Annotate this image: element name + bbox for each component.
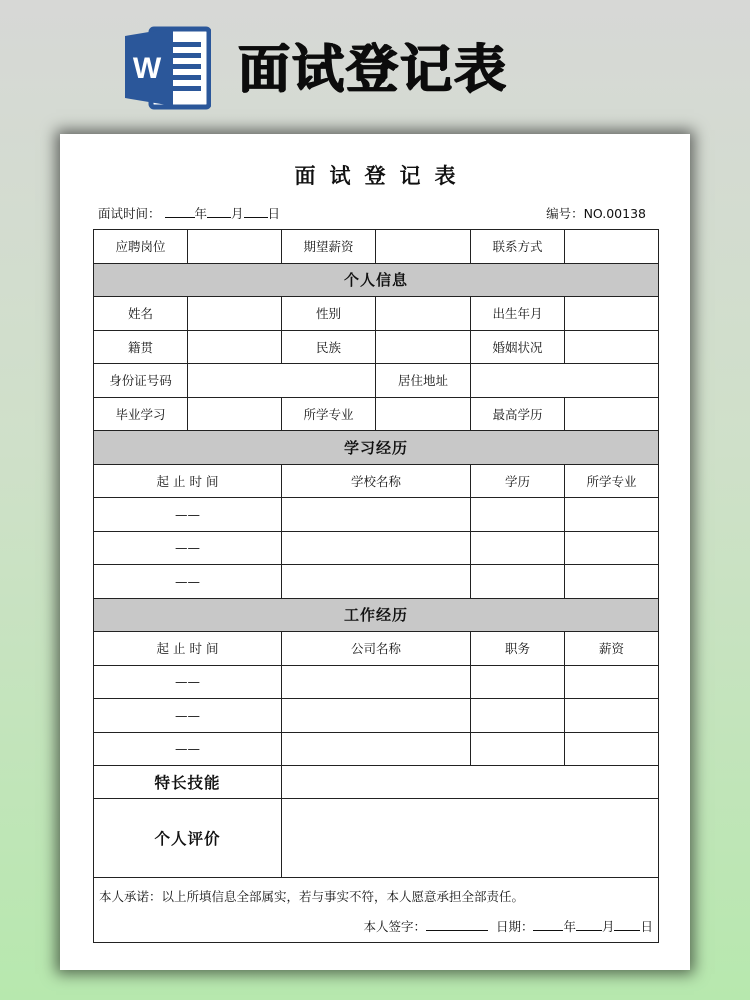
- edu-major-field[interactable]: [565, 498, 659, 532]
- sign-month-blank[interactable]: [576, 918, 602, 931]
- word-document-icon: [125, 24, 211, 110]
- sign-year-label: 年: [563, 919, 576, 934]
- table-row: [94, 498, 659, 532]
- month-label: 月: [231, 206, 244, 221]
- gender-label: 性别: [282, 297, 376, 331]
- edu-period-field[interactable]: ——: [94, 565, 282, 599]
- skills-field[interactable]: [282, 766, 659, 799]
- degree-header: 学历: [471, 464, 565, 498]
- table-row: [94, 878, 659, 943]
- table-row: [94, 397, 659, 431]
- table-row: [94, 330, 659, 364]
- salary-header: 薪资: [565, 632, 659, 666]
- word-icon-letter: W: [132, 52, 162, 85]
- school-name-field[interactable]: [282, 531, 471, 565]
- job-title-field[interactable]: [471, 665, 565, 699]
- id-number-field[interactable]: [188, 364, 376, 398]
- salary-field[interactable]: [565, 732, 659, 766]
- highest-degree-field[interactable]: [565, 397, 659, 431]
- highest-degree-label: 最高学历: [471, 397, 565, 431]
- marital-status-field[interactable]: [565, 330, 659, 364]
- edu-major-field[interactable]: [565, 531, 659, 565]
- document-title: 面试登记表: [294, 164, 470, 188]
- edu-period-field[interactable]: ——: [94, 531, 282, 565]
- table-row: [94, 565, 659, 599]
- edu-period-field[interactable]: ——: [94, 498, 282, 532]
- table-row: [94, 665, 659, 699]
- table-row: [94, 297, 659, 331]
- sign-date-label: 日期：: [495, 919, 534, 934]
- native-place-field[interactable]: [188, 330, 282, 364]
- job-title-field[interactable]: [471, 699, 565, 733]
- self-evaluation-label: 个人评价: [94, 799, 282, 878]
- work-period-field[interactable]: ——: [94, 699, 282, 733]
- sign-year-blank[interactable]: [533, 918, 563, 931]
- number-value: NO.00138: [583, 206, 646, 221]
- degree-field[interactable]: [471, 498, 565, 532]
- major-label: 所学专业: [282, 397, 376, 431]
- name-field[interactable]: [188, 297, 282, 331]
- document-page: [60, 134, 690, 970]
- salary-field[interactable]: [565, 699, 659, 733]
- birth-date-label: 出生年月: [471, 297, 565, 331]
- school-name-field[interactable]: [282, 565, 471, 599]
- skills-label: 特长技能: [94, 766, 282, 799]
- work-period-field[interactable]: ——: [94, 665, 282, 699]
- contact-field[interactable]: [565, 230, 659, 264]
- school-name-field[interactable]: [282, 498, 471, 532]
- address-label: 居住地址: [376, 364, 471, 398]
- salary-field[interactable]: [565, 665, 659, 699]
- table-row: [94, 364, 659, 398]
- company-name-field[interactable]: [282, 665, 471, 699]
- edu-major-header: 所学专业: [565, 464, 659, 498]
- day-blank[interactable]: [244, 205, 268, 218]
- job-title-field[interactable]: [471, 732, 565, 766]
- ethnicity-label: 民族: [282, 330, 376, 364]
- year-blank[interactable]: [165, 205, 195, 218]
- native-place-label: 籍贯: [94, 330, 188, 364]
- table-row: [94, 766, 659, 799]
- signature-label: 本人签字：: [363, 919, 426, 934]
- position-label: 应聘岗位: [94, 230, 188, 264]
- graduated-school-label: 毕业学习: [94, 397, 188, 431]
- document-number: [546, 204, 646, 222]
- company-name-header: 公司名称: [282, 632, 471, 666]
- table-row: [94, 230, 659, 264]
- degree-field[interactable]: [471, 565, 565, 599]
- pledge-cell: [94, 878, 659, 943]
- table-row: [94, 799, 659, 878]
- address-field[interactable]: [471, 364, 659, 398]
- contact-label: 联系方式: [471, 230, 565, 264]
- birth-date-field[interactable]: [565, 297, 659, 331]
- gender-field[interactable]: [376, 297, 471, 331]
- expected-salary-label: 期望薪资: [282, 230, 376, 264]
- page-header: [125, 24, 585, 114]
- degree-field[interactable]: [471, 531, 565, 565]
- personal-info-section: 个人信息: [94, 263, 659, 297]
- month-blank[interactable]: [207, 205, 231, 218]
- number-label: 编号：: [546, 206, 584, 221]
- company-name-field[interactable]: [282, 699, 471, 733]
- work-experience-section: 工作经历: [94, 598, 659, 632]
- graduated-school-field[interactable]: [188, 397, 282, 431]
- interview-date-line: [98, 204, 280, 222]
- table-row: [94, 632, 659, 666]
- id-number-label: 身份证号码: [94, 364, 188, 398]
- year-label: 年: [194, 206, 208, 221]
- edu-major-field[interactable]: [565, 565, 659, 599]
- edu-period-header: 起 止 时 间: [94, 464, 282, 498]
- major-field[interactable]: [376, 397, 471, 431]
- job-title-header: 职务: [471, 632, 565, 666]
- pledge-text: 本人承诺：以上所填信息全部属实，若与事实不符，本人愿意承担全部责任。: [99, 889, 525, 904]
- table-row: [94, 464, 659, 498]
- company-name-field[interactable]: [282, 732, 471, 766]
- work-period-field[interactable]: ——: [94, 732, 282, 766]
- table-row: [94, 263, 659, 297]
- school-name-header: 学校名称: [282, 464, 471, 498]
- day-label: 日: [267, 206, 281, 221]
- ethnicity-field[interactable]: [376, 330, 471, 364]
- table-row: [94, 598, 659, 632]
- expected-salary-field[interactable]: [376, 230, 471, 264]
- education-section: 学习经历: [94, 431, 659, 465]
- header-title: 面试登记表: [238, 40, 509, 100]
- table-row: [94, 531, 659, 565]
- sign-day-blank[interactable]: [614, 918, 640, 931]
- signature-line: [363, 917, 653, 935]
- table-row: [94, 431, 659, 465]
- table-row: [94, 699, 659, 733]
- table-row: [94, 732, 659, 766]
- self-evaluation-field[interactable]: [282, 799, 659, 878]
- sign-month-label: 月: [601, 919, 615, 934]
- marital-status-label: 婚姻状况: [471, 330, 565, 364]
- name-label: 姓名: [94, 297, 188, 331]
- signature-blank[interactable]: [426, 918, 488, 931]
- sign-day-label: 日: [640, 919, 653, 934]
- position-field[interactable]: [188, 230, 282, 264]
- interview-date-label: 面试时间：: [98, 206, 161, 221]
- work-period-header: 起 止 时 间: [94, 632, 282, 666]
- interview-form-table: [93, 229, 659, 943]
